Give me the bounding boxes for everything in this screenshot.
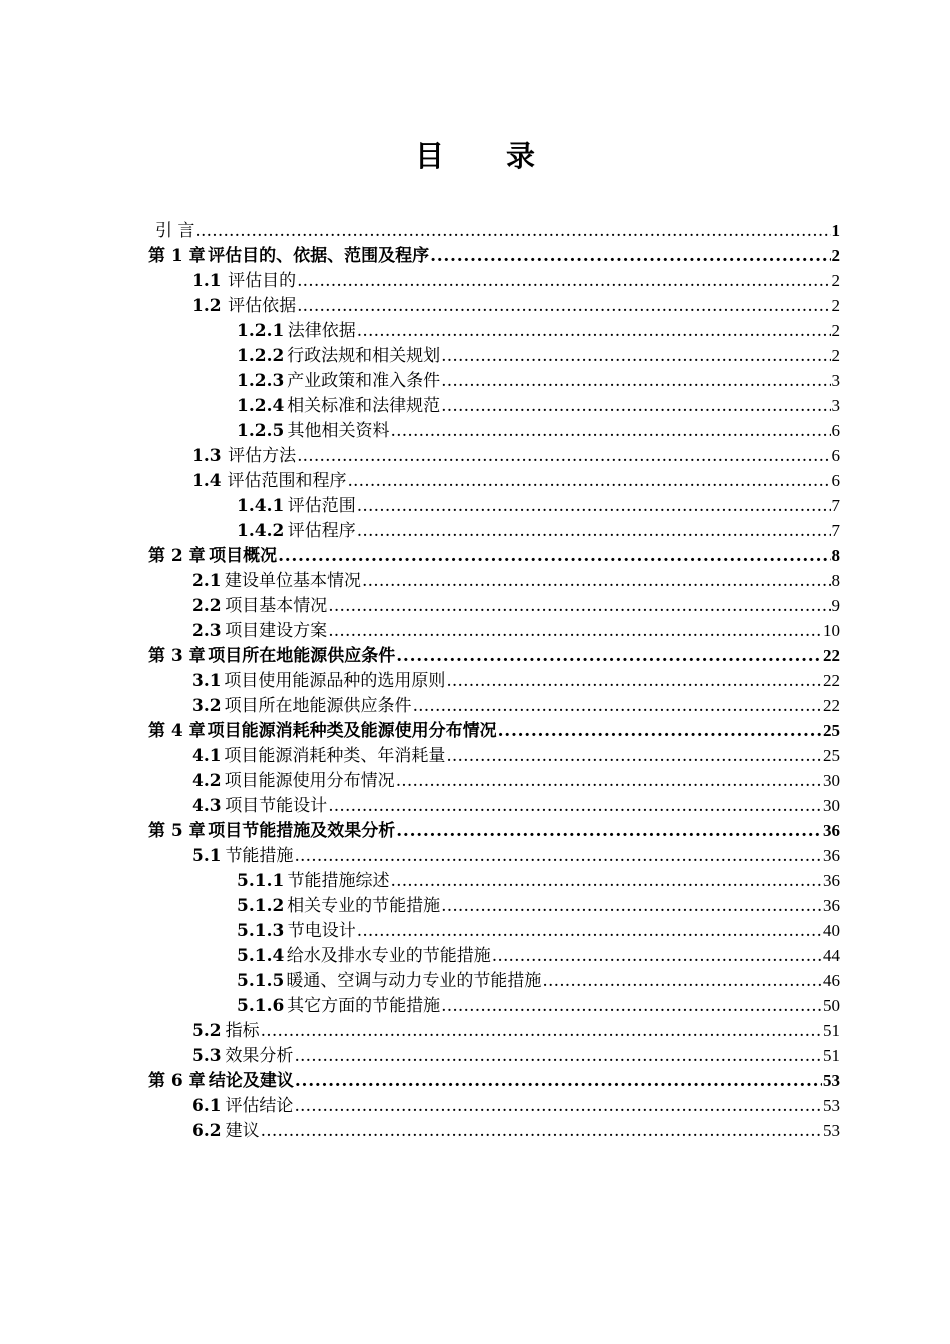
toc-entry[interactable] [0, 866, 950, 891]
dot-leader [441, 996, 822, 1016]
toc-entry-page-number: 53 [823, 1121, 840, 1140]
toc-entry-number: 2.2 [192, 596, 222, 616]
toc-entry-label: 项目建设方案 [225, 621, 328, 641]
dot-leader [294, 846, 822, 866]
toc-entry-label: 行政法规和相关规划 [287, 346, 441, 366]
toc-entry-number: 4.2 [192, 771, 222, 791]
toc-entry-page-number: 6 [831, 446, 840, 465]
dot-leader [391, 421, 831, 441]
dot-leader [294, 1046, 822, 1066]
toc-entry[interactable] [0, 516, 950, 541]
toc-entry-label: 暖通、空调与动力专业的节能措施 [286, 971, 542, 991]
toc-entry-number: 1.2.4 [237, 396, 285, 416]
toc-entry-page-number: 6 [831, 421, 840, 440]
dot-leader [297, 271, 830, 291]
toc-entry-number: 6.2 [192, 1121, 222, 1141]
toc-entry-number: 第 4 章 [148, 721, 206, 741]
toc-entry[interactable] [0, 366, 950, 391]
toc-entry-page-number: 2 [831, 246, 840, 265]
dot-leader [362, 571, 831, 591]
toc-entry[interactable] [0, 616, 950, 641]
toc-entry-label: 项目节能设计 [225, 796, 328, 816]
toc-entry[interactable] [0, 466, 950, 491]
dot-leader [498, 721, 822, 741]
dot-leader [396, 821, 822, 841]
dot-leader [328, 796, 822, 816]
toc-entry-page-number: 44 [823, 946, 840, 965]
dot-leader [542, 971, 822, 991]
toc-entry[interactable] [0, 691, 950, 716]
toc-entry[interactable] [0, 716, 950, 741]
toc-entry[interactable] [0, 991, 950, 1016]
toc-entry-label: 项目节能措施及效果分析 [208, 821, 396, 841]
dot-leader [446, 671, 822, 691]
toc-entry-label: 节能措施 [225, 846, 294, 866]
dot-leader [357, 496, 831, 516]
toc-entry-number: 1.1 [192, 271, 222, 291]
dot-leader [441, 896, 822, 916]
dot-leader [328, 596, 830, 616]
toc-entry-page-number: 25 [823, 721, 840, 740]
toc-entry-label: 其他相关资料 [287, 421, 390, 441]
toc-entry[interactable] [0, 241, 950, 266]
toc-entry-label: 法律依据 [287, 321, 356, 341]
toc-entry[interactable] [0, 1041, 950, 1066]
toc-entry-number: 1.3 [192, 446, 222, 466]
toc-entry-page-number: 6 [831, 471, 840, 490]
toc-entry-number: 第 5 章 [148, 821, 206, 841]
toc-entry-page-number: 2 [831, 321, 840, 340]
toc-entry-label: 效果分析 [225, 1046, 294, 1066]
dot-leader [261, 1021, 822, 1041]
toc-entry[interactable] [0, 541, 950, 566]
toc-entry[interactable] [0, 741, 950, 766]
dot-leader [294, 1096, 822, 1116]
toc-entry-page-number: 9 [831, 596, 840, 615]
toc-entry-number: 第 2 章 [148, 546, 206, 566]
dot-leader [278, 546, 830, 566]
toc-entry-label: 评估程序 [287, 521, 356, 541]
toc-entry-page-number: 1 [831, 221, 840, 240]
toc-entry[interactable] [0, 216, 950, 241]
toc-entry-page-number: 8 [831, 571, 840, 590]
toc-entry[interactable] [0, 916, 950, 941]
toc-entry-number: 1.4.1 [237, 496, 285, 516]
toc-entry-label: 项目所在地能源供应条件 [224, 696, 412, 716]
toc-entry-label: 相关标准和法律规范 [287, 396, 441, 416]
toc-entry-page-number: 2 [831, 346, 840, 365]
toc-entry-label: 项目概况 [209, 546, 278, 566]
toc-entry[interactable] [0, 341, 950, 366]
toc-entry-label: 评估目的 [228, 271, 297, 291]
toc-entry-label: 项目能源消耗种类、年消耗量 [224, 746, 446, 766]
toc-entry-label: 评估依据 [228, 296, 297, 316]
page-title: 目 录 [414, 139, 562, 173]
toc-entry-number: 5.1.4 [237, 946, 285, 966]
toc-entry-page-number: 40 [823, 921, 840, 940]
toc-entry-number: 4.3 [192, 796, 222, 816]
toc-entry[interactable] [0, 391, 950, 416]
toc-entry-number: 3.2 [192, 696, 222, 716]
toc-entry-page-number: 53 [823, 1071, 840, 1090]
dot-leader [441, 346, 830, 366]
toc-entry[interactable] [0, 766, 950, 791]
toc-entry-number: 1.4.2 [237, 521, 285, 541]
toc-entry-page-number: 46 [823, 971, 840, 990]
dot-leader [441, 396, 830, 416]
toc-entry-page-number: 22 [823, 671, 840, 690]
toc-entry-label: 项目能源使用分布情况 [224, 771, 395, 791]
toc-entry-page-number: 22 [823, 646, 840, 665]
toc-entry-page-number: 36 [823, 846, 840, 865]
toc-entry[interactable] [0, 941, 950, 966]
toc-entry-number: 2.3 [192, 621, 222, 641]
dot-leader [441, 371, 830, 391]
toc-entry-label: 建议 [225, 1121, 260, 1141]
toc-entry-page-number: 7 [831, 496, 840, 515]
toc-entry-page-number: 36 [823, 896, 840, 915]
dot-leader [396, 646, 822, 666]
toc-entry[interactable] [0, 591, 950, 616]
toc-entry-label: 指标 [225, 1021, 260, 1041]
toc-entry-label: 给水及排水专业的节能措施 [286, 946, 491, 966]
toc-entry[interactable] [0, 316, 950, 341]
toc-entry-label: 项目所在地能源供应条件 [208, 646, 396, 666]
toc-entry[interactable] [0, 1091, 950, 1116]
toc-entry-page-number: 30 [823, 796, 840, 815]
toc-entry-label: 评估目的、依据、范围及程序 [208, 246, 430, 266]
toc-entry-page-number: 2 [831, 296, 840, 315]
toc-entry-number: 1.2.2 [237, 346, 285, 366]
toc-entry-number: 4.1 [192, 746, 222, 766]
toc-entry[interactable] [0, 291, 950, 316]
toc-entry-label: 节电设计 [287, 921, 356, 941]
toc-entry-page-number: 3 [831, 371, 840, 390]
toc-entry-number: 5.1.3 [237, 921, 285, 941]
toc-entry[interactable] [0, 266, 950, 291]
dot-leader [297, 446, 830, 466]
dot-leader [446, 746, 822, 766]
toc-entry-label: 结论及建议 [208, 1071, 294, 1091]
toc-entry-label: 项目使用能源品种的选用原则 [224, 671, 446, 691]
toc-entry[interactable] [0, 891, 950, 916]
toc-entry-number: 1.2.3 [237, 371, 285, 391]
toc-entry-number: 1.2 [192, 296, 222, 316]
dot-leader [347, 471, 830, 491]
toc-entry-page-number: 25 [823, 746, 840, 765]
dot-leader [390, 871, 822, 891]
toc-entry-label: 相关专业的节能措施 [287, 896, 441, 916]
toc-entry-number: 5.1 [192, 846, 222, 866]
dot-leader [357, 321, 831, 341]
toc-entry-label: 其它方面的节能措施 [287, 996, 441, 1016]
toc-entry-number: 1.4 [192, 471, 222, 491]
toc-entry-label: 引 言 [155, 221, 195, 241]
toc-entry-number: 3.1 [192, 671, 222, 691]
dot-leader [413, 696, 822, 716]
toc-entry-number: 2.1 [192, 571, 222, 591]
toc-entry-label: 节能措施综述 [287, 871, 390, 891]
toc-entry-number: 第 6 章 [148, 1071, 206, 1091]
toc-entry[interactable] [0, 641, 950, 666]
toc-entry-page-number: 51 [823, 1046, 840, 1065]
toc-entry-number: 5.2 [192, 1021, 222, 1041]
toc-entry[interactable] [0, 841, 950, 866]
toc-entry[interactable] [0, 1116, 950, 1141]
toc-entry[interactable] [0, 816, 950, 841]
toc-entry-label: 项目基本情况 [225, 596, 328, 616]
toc-entry[interactable] [0, 491, 950, 516]
toc-entry[interactable] [0, 1016, 950, 1041]
toc-entry-label: 评估方法 [228, 446, 297, 466]
dot-leader [357, 921, 822, 941]
toc-entry-number: 5.1.6 [237, 996, 285, 1016]
toc-entry[interactable] [0, 416, 950, 441]
dot-leader [396, 771, 822, 791]
toc-entry[interactable] [0, 1066, 950, 1091]
toc-entry-page-number: 8 [831, 546, 840, 565]
toc-entry-label: 项目能源消耗种类及能源使用分布情况 [207, 721, 497, 741]
dot-leader [328, 621, 822, 641]
toc-entry-label: 评估结论 [225, 1096, 294, 1116]
toc-entry-page-number: 2 [831, 271, 840, 290]
dot-leader [195, 221, 830, 241]
toc-entry-page-number: 51 [823, 1021, 840, 1040]
toc-entry[interactable] [0, 791, 950, 816]
dot-leader [492, 946, 822, 966]
toc-entry[interactable] [0, 966, 950, 991]
dot-leader [430, 246, 830, 266]
toc-entry-page-number: 36 [823, 821, 840, 840]
toc-entry-page-number: 10 [823, 621, 840, 640]
toc-entry-number: 5.1.2 [237, 896, 285, 916]
toc-entry-page-number: 22 [823, 696, 840, 715]
dot-leader [261, 1121, 822, 1141]
toc-entry-page-number: 36 [823, 871, 840, 890]
toc-entry-number: 5.1.5 [237, 971, 285, 991]
dot-leader [295, 1071, 822, 1091]
toc-entry-number: 5.3 [192, 1046, 222, 1066]
toc-entry-page-number: 7 [831, 521, 840, 540]
table-of-contents [0, 216, 950, 1141]
toc-entry[interactable] [0, 566, 950, 591]
toc-entry-number: 1.2.5 [237, 421, 285, 441]
toc-entry-page-number: 53 [823, 1096, 840, 1115]
toc-entry-label: 建设单位基本情况 [225, 571, 361, 591]
toc-entry-page-number: 50 [823, 996, 840, 1015]
dot-leader [357, 521, 831, 541]
toc-entry-number: 6.1 [192, 1096, 222, 1116]
toc-entry-page-number: 3 [831, 396, 840, 415]
toc-entry[interactable] [0, 441, 950, 466]
toc-entry-label: 产业政策和准入条件 [287, 371, 441, 391]
toc-entry-page-number: 30 [823, 771, 840, 790]
toc-entry-number: 第 3 章 [148, 646, 206, 666]
dot-leader [297, 296, 830, 316]
toc-entry-number: 第 1 章 [148, 246, 206, 266]
toc-entry-number: 5.1.1 [237, 871, 285, 891]
toc-entry[interactable] [0, 666, 950, 691]
toc-entry-label: 评估范围和程序 [227, 471, 347, 491]
toc-entry-label: 评估范围 [287, 496, 356, 516]
toc-entry-number: 1.2.1 [237, 321, 285, 341]
